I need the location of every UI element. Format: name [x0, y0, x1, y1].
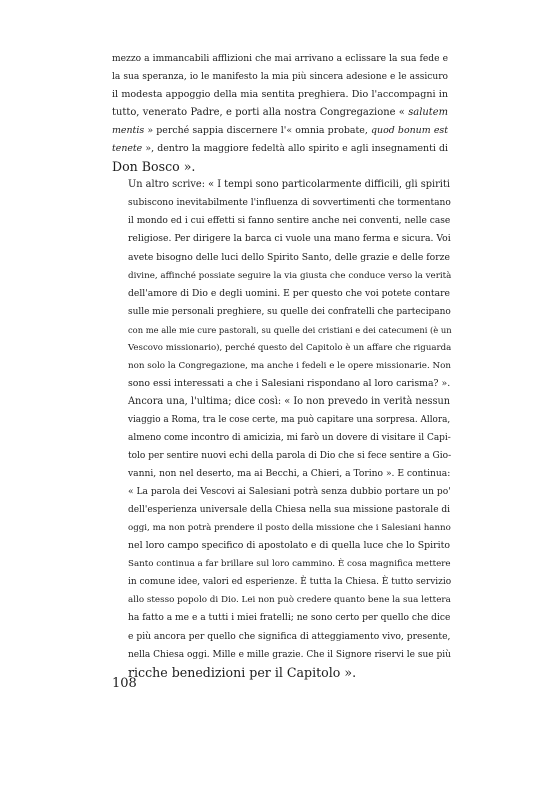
text-line: nella Chiesa oggi. Mille e mille grazie. Che il Signore riservi le sue più [128, 649, 451, 660]
text-line: mentis » perché sappia discernere l'« omnia probate, quod bonum est [112, 125, 448, 137]
text-line: ricche benedizioni per il Capitolo ». [128, 664, 357, 680]
text-line: « La parola dei Vescovi ai Salesiani potrà senza dubbio portare un po' [128, 487, 451, 498]
text-line: la sua speranza, io le manifesto la mia più sincera adesione e le assicuro [112, 72, 448, 83]
text-line: tutto, venerato Padre, e porti alla nostra Congregazione « salutem [112, 107, 448, 119]
text-line: sono essi interessati a che i Salesiani rispondano al loro carisma? ». [128, 377, 451, 389]
text-line: tolo per sentire nuovi echi della parola di Dio che si fece sentire a Gio- [128, 451, 452, 462]
text-line: ha fatto a me e a tutti i miei fratelli; ne sono certo per quello che dice [128, 613, 451, 624]
text-line: il mondo ed i cui effetti si fanno sentire anche nei conventi, nelle case [128, 216, 451, 227]
text-line: mezzo a immancabili afflizioni che mai arrivano a eclissare la sua fede e [112, 54, 448, 64]
text-line: Santo continua a far brillare sul loro cammino. È cosa magnifica mettere [128, 559, 451, 570]
text-line: non solo la Congregazione, ma anche i fedeli e le opere missionarie. Non [128, 360, 451, 371]
text-line: Un altro scrive: « I tempi sono particolarmente difficili, gli spiriti [128, 179, 450, 191]
text-line: e più ancora per quello che significa di atteggiamento vivo, presente, [128, 630, 451, 642]
text-line: Ancora una, l'ultima; dice così: « Io non prevedo in verità nessun [128, 395, 451, 407]
page-number: 108 [112, 676, 137, 691]
text-line: religiose. Per dirigere la barca ci vuole una mano ferma e sicura. Voi [128, 233, 451, 245]
text-line: Vescovo missionario), perché questo del Capitolo è un affare che riguarda [128, 342, 452, 353]
text-line: viaggio a Roma, tra le cose certe, ma può capitare una sorpresa. Allora, [128, 414, 451, 425]
paragraph-letter-continuation [112, 50, 448, 176]
text-line: dell'esperienza universale della Chiesa nella sua missione pastorale di [128, 505, 451, 516]
text-line: sulle mie personali preghiere, su quelle dei confratelli che partecipano [128, 306, 451, 317]
paragraph-another-writes [112, 176, 452, 393]
text-line: divine, affinché possiate seguire la via giusta che conduce verso la verità [128, 270, 452, 281]
text-line: il modesta appoggio della mia sentita preghiera. Dio l'accompagni in [112, 89, 448, 101]
text-line: Don Bosco ». [112, 159, 196, 175]
text-line: in comune idee, valori ed esperienze. È tutta la Chiesa. È tutto servizio [128, 577, 452, 588]
text-line: tenete », dentro la maggiore fedeltà allo spirito e agli insegnamenti di [112, 143, 448, 155]
document-page [112, 50, 452, 682]
text-line: avete bisogno delle luci dello Spirito Santo, delle grazie e delle forze [128, 251, 450, 263]
text-line: allo stesso popolo di Dio. Lei non può credere quanto bene la sua lettera [128, 595, 451, 606]
text-line: vanni, non nel deserto, ma ai Becchi, a Chieri, a Torino ». E continua: [128, 469, 451, 480]
text-line: almeno come incontro di amicizia, mi farò un dovere di visitare il Capi- [128, 432, 451, 443]
paragraph-last-letter [112, 393, 452, 682]
text-line: nel loro campo specifico di apostolato e di quella luce che lo Spirito [128, 540, 451, 552]
text-line: oggi, ma non potrà prendere il posto della missione che i Salesiani hanno [128, 523, 451, 534]
text-line: dell'amore di Dio e degli uomini. E per questo che voi potete contare [128, 287, 450, 299]
text-line: subiscono inevitabilmente l'influenza di sovvertimenti che tormentano [128, 198, 451, 209]
text-line: con me alle mie cure pastorali, su quelle dei cristiani e dei catecumeni (è un [128, 324, 452, 335]
